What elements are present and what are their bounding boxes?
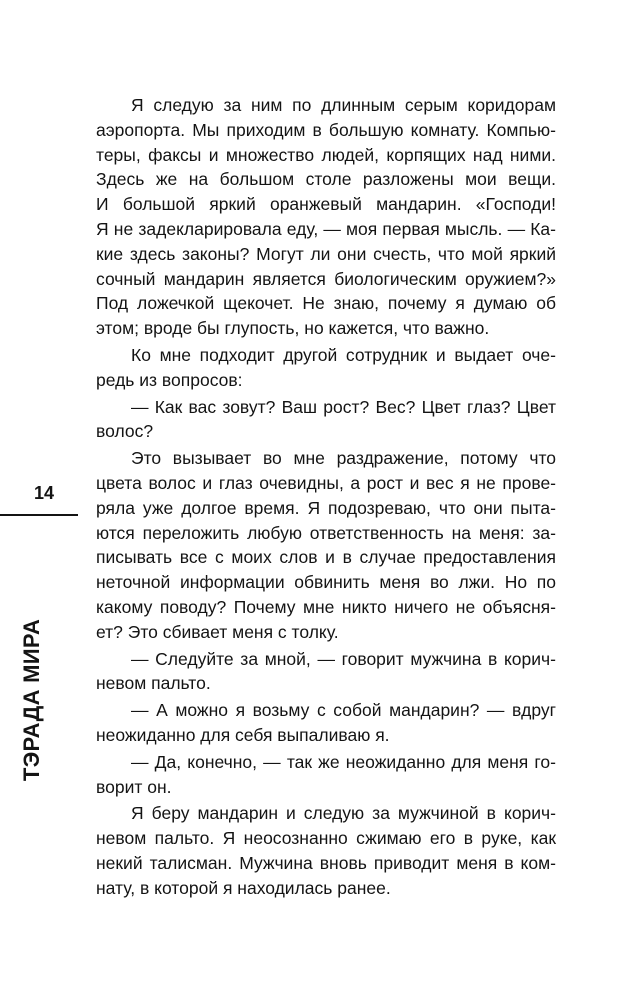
paragraph <box>96 801 556 900</box>
text-line: невом пальто. <box>96 673 211 694</box>
text-line: ворит он. <box>96 776 172 797</box>
text-line: — Следуйте за мной, — говорит мужчина в корич- <box>131 648 556 669</box>
text-line: некий талисман. Мужчина вновь приводит меня в ком- <box>96 852 556 873</box>
text-line: Это вызывает во мне раздражение, потому что <box>131 448 556 469</box>
text-line: сочный мандарин является биологическим оружием?» <box>96 268 556 289</box>
text-line: этом; вроде бы глупость, но кажется, что важно. <box>96 318 490 339</box>
text-line: ются переложить любую ответственность на меня: за- <box>96 522 556 543</box>
text-line: теры, факсы и множество людей, корпящих над ними. <box>96 144 556 165</box>
text-line: Ко мне подходит другой сотрудник и выдает оче- <box>131 344 556 365</box>
text-line: неточной информации обвинить меня во лжи. Но по <box>96 572 556 593</box>
text-line: неожиданно для себя выпаливаю я. <box>96 724 390 745</box>
paragraph <box>96 647 556 697</box>
text-line: ет? Это сбивает меня с толку. <box>96 621 339 642</box>
text-line: редь из вопросов: <box>96 369 243 390</box>
paragraph <box>96 750 556 800</box>
text-line: аэропорта. Мы приходим в большую комнату. Компью- <box>96 119 556 140</box>
text-line: нату, в которой я находилась ранее. <box>96 877 391 898</box>
paragraph <box>96 395 556 445</box>
text-line: Под ложечкой щекочет. Не знаю, почему я думаю об <box>96 293 556 314</box>
text-line: писывать все с моих слов и в случае предоставления <box>96 547 556 568</box>
text-line: цвета волос и глаз очевидны, а рост и вес я не прове- <box>96 472 556 493</box>
body-text <box>96 93 556 901</box>
text-line: какому поводу? Почему мне никто ничего не объясня- <box>96 596 556 617</box>
text-line: Здесь же на большом столе разложены мои вещи. <box>96 169 556 190</box>
paragraph <box>96 446 556 644</box>
text-line: И большой яркий оранжевый мандарин. «Господи! <box>96 194 556 215</box>
text-line: невом пальто. Я неосознанно сжимаю его в руке, как <box>96 828 556 849</box>
text-line: — А можно я возьму с собой мандарин? — вдруг <box>131 700 556 721</box>
text-line: ряла уже долгое время. Я подозреваю, что они пыта- <box>96 497 556 518</box>
text-line: Я следую за ним по длинным серым коридорам <box>131 95 556 115</box>
paragraph <box>96 343 556 393</box>
text-line: Я беру мандарин и следую за мужчиной в корич- <box>131 803 556 824</box>
margin-divider <box>0 514 78 516</box>
text-line: волос? <box>96 421 154 442</box>
page-number: 14 <box>33 483 55 503</box>
text-line: — Да, конечно, — так же неожиданно для меня го- <box>131 751 556 772</box>
text-line: — Как вас зовут? Ваш рост? Вес? Цвет глаз? Цвет <box>131 396 556 417</box>
text-line: Я не задекларировала еду, — моя первая мысль. — Ка- <box>96 218 556 239</box>
paragraph <box>96 698 556 748</box>
running-title-text: ТЭРАДА МИРА <box>19 618 44 782</box>
text-line: кие здесь законы? Могут ли они счесть, что мой яркий <box>96 243 556 264</box>
paragraph <box>96 93 556 341</box>
